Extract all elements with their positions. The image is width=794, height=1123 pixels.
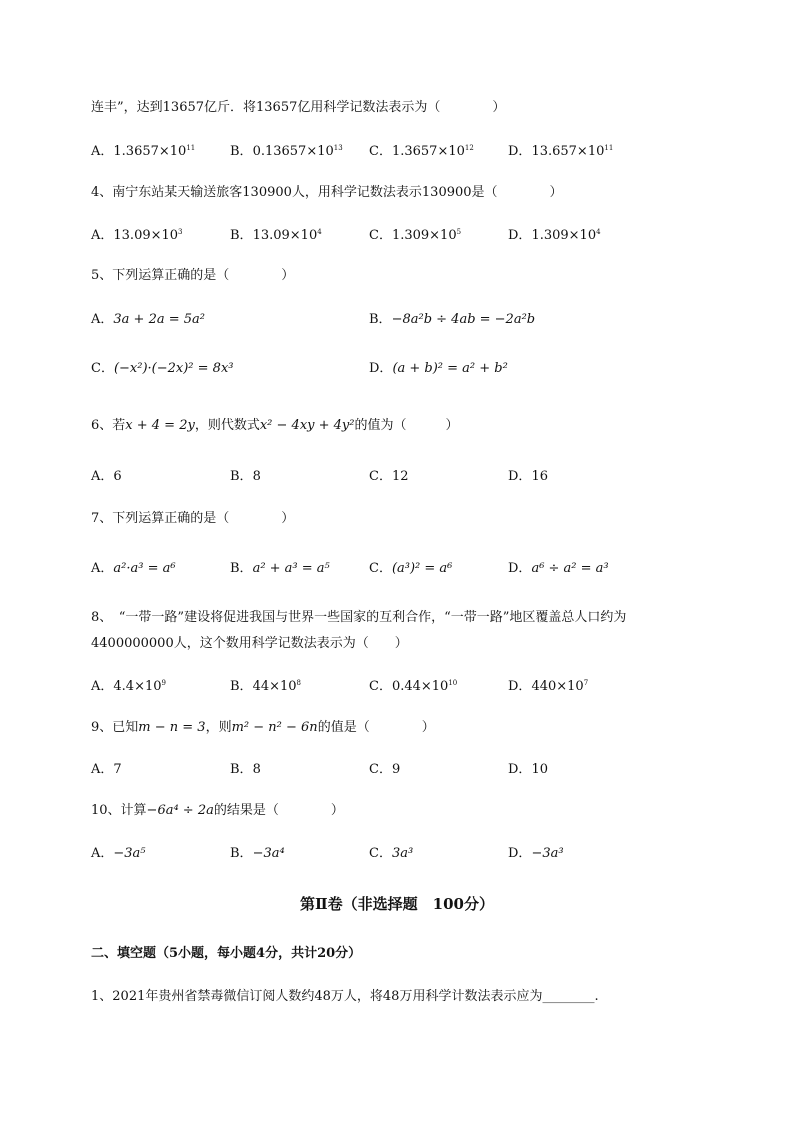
q6-stem: 6、若x + 4 = 2y，则代数式x² − 4xy + 4y²的值为（ ） [91, 418, 459, 433]
q7-option-b: B．a² + a³ = a⁵ [230, 561, 330, 576]
q9-stem: 9、已知m − n = 3，则m² − n² − 6n的值是（ ） [91, 720, 435, 735]
q4-option-a: A．$13.09\times 10^3$ [91, 228, 183, 243]
q6-option-b: B．8 [230, 469, 261, 484]
q9-option-a: A．7 [91, 762, 122, 777]
q10-option-c: C．3a³ [369, 846, 414, 861]
answer-blank[interactable]: ________ [542, 989, 595, 1004]
q10-option-a: A．−3a⁵ [91, 846, 146, 861]
q10-option-d: D．−3a³ [508, 846, 564, 861]
q8-option-d: D．$440\times 10^7$ [508, 679, 589, 694]
q5-option-a: A．3a + 2a = 5a² [91, 312, 205, 327]
q4-option-d: D．$1.309\times 10^4$ [508, 228, 601, 243]
q4-option-c: C．$1.309\times 10^5$ [369, 228, 462, 243]
section-title: 第Ⅱ卷（非选择题 100分） [300, 895, 494, 913]
q6-option-c: C．12 [369, 469, 409, 484]
q5-option-c: C．(−x²)·(−2x)² = 8x³ [91, 361, 234, 376]
q10-stem: 10、计算−6a⁴ ÷ 2a的结果是（ ） [91, 803, 344, 818]
q9-option-d: D．10 [508, 762, 548, 777]
q3-option-c: C．$1.3657\times 10^{12}$ [369, 144, 474, 159]
q8-option-c: C．$0.44\times 10^{10}$ [369, 679, 458, 694]
q3-option-d: D．$13.657\times 10^{11}$ [508, 144, 614, 159]
q8-option-a: A．$4.4\times 10^9$ [91, 679, 166, 694]
q3-option-a: A．$1.3657\times 10^{11}$ [91, 144, 196, 159]
q8-stem-line2: 4400000000人，这个数用科学记数法表示为（ ） [91, 636, 408, 651]
q8-option-b: B．$44\times 10^8$ [230, 679, 302, 694]
q9-option-b: B．8 [230, 762, 261, 777]
q8-stem-line1: 8、 “一带一路”建设将促进我国与世界一些国家的互利合作，“一带一路”地区覆盖总人口约为 [91, 610, 627, 625]
q5-stem: 5、下列运算正确的是（ ） [91, 268, 295, 283]
q5-option-b: B．−8a²b ÷ 4ab = −2a²b [369, 312, 536, 327]
q4-stem: 4、南宁东站某天输送旅客130900人，用科学记数法表示130900是（ ） [91, 185, 563, 200]
q7-option-d: D．a⁶ ÷ a² = a³ [508, 561, 609, 576]
q9-option-c: C．9 [369, 762, 401, 777]
part2-heading: 二、填空题（5小题，每小题4分，共计20分） [91, 946, 362, 961]
q7-stem: 7、下列运算正确的是（ ） [91, 511, 295, 526]
q5-option-d: D．(a + b)² = a² + b² [369, 361, 508, 376]
q10-option-b: B．−3a⁴ [230, 846, 285, 861]
q3-stem: 连丰”，达到13657亿斤．将13657亿用科学记数法表示为（ ） [91, 100, 506, 115]
q7-option-a: A．a²·a³ = a⁶ [91, 561, 176, 576]
q3-option-b: B．$0.13657\times 10^{13}$ [230, 144, 343, 159]
q7-option-c: C．(a³)² = a⁶ [369, 561, 453, 576]
q6-option-d: D．16 [508, 469, 548, 484]
q4-option-b: B．$13.09\times 10^4$ [230, 228, 322, 243]
fill-question-1: 1、2021年贵州省禁毒微信订阅人数约48万人，将48万用科学计数法表示应为________. [91, 989, 599, 1004]
q6-option-a: A．6 [91, 469, 122, 484]
